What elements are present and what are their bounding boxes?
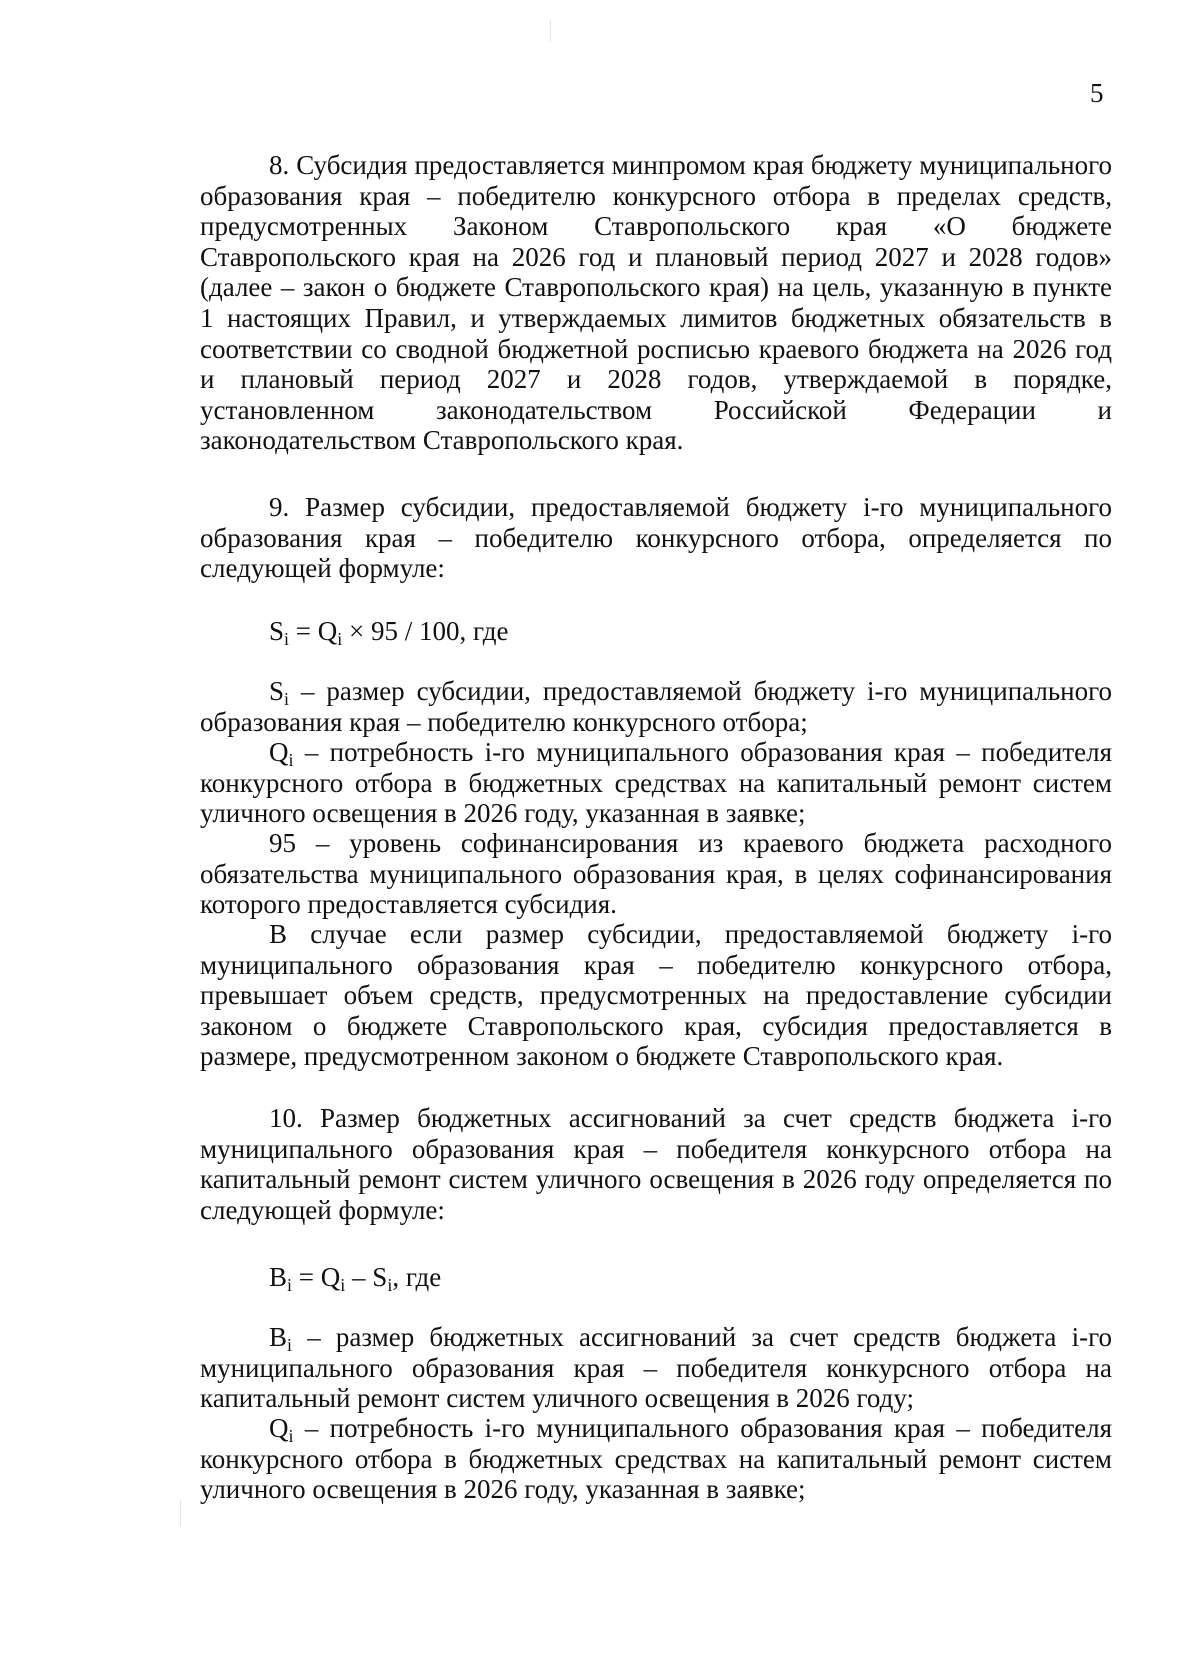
formula-subsidy: $S_i = Q_i \times 95 / 100$, где — [269, 616, 509, 649]
paragraph-10-intro: 10. Размер бюджетных ассигнований за счет средств бюджета i-го муниципального образования края – победителя конкурсного отбора на капитальный ремонт систем уличного освещения в 2026 году определяется по следующей формуле: — [200, 1103, 1112, 1225]
definition-bi: $B_i$ – размер бюджетных ассигнований за счет средств бюджета i-го муниципального образования края – победителя конкурсного отбора на капитальный ремонт систем уличного освещения в 2026 году; — [200, 1322, 1112, 1414]
definition-qi-2: $Q_i$ – потребность i-го муниципального образования края – победителя конкурсного отбора в бюджетных средствах на капитальный ремонт систем уличного освещения в 2026 году, указанная в заявке; — [200, 1413, 1112, 1505]
paragraph-9-case: В случае если размер субсидии, предоставляемой бюджету i-го муниципального образования края – победителю конкурсного отбора, превышает объем средств, предусмотренных на предоставление субсидии законом о бюджете Ставропольского края, субсидия предоставляется в размере, предусмотренном законом о бюджете Ставропольского края. — [200, 919, 1112, 1072]
formula-appropriations: $B_i = Q_i - S_i$, где — [269, 1262, 442, 1295]
definition-si: $S_i$ – размер субсидии, предоставляемой бюджету i-го муниципального образования края – победителю конкурсного отбора; — [200, 676, 1112, 737]
paragraph-8: 8. Субсидия предоставляется минпромом края бюджету муниципального образования края – победителю конкурсного отбора в пределах средств, предусмотренных Законом Ставропольского края «О бюджете Ставропольского края на 2026 год и плановый период 2027 и 2028 годов» (далее – закон о бюджете Ставропольского края) на цель, указанную в пункте 1 настоящих Правил, и утверждаемых лимитов бюджетных обязательств в соответствии со сводной бюджетной росписью краевого бюджета на 2026 год и плановый период 2027 и 2028 годов, утверждаемой в порядке, установленном законодательством Российской Федерации и законодательством Ставропольского края. — [200, 150, 1112, 456]
definition-qi: $Q_i$ – потребность i-го муниципального образования края – победителя конкурсного отбора в бюджетных средствах на капитальный ремонт систем уличного освещения в 2026 году, указанная в заявке; — [200, 737, 1112, 829]
definition-95: 95 – уровень софинансирования из краевого бюджета расходного обязательства муниципального образования края, в целях софинансирования которого предоставляется субсидия. — [200, 828, 1112, 920]
page-number: 5 — [1090, 78, 1104, 108]
paragraph-9-intro: 9. Размер субсидии, предоставляемой бюджету i-го муниципального образования края – победителю конкурсного отбора, определяется по следующей формуле: — [200, 492, 1112, 584]
scan-mark-top — [550, 20, 551, 42]
scan-mark-left — [180, 1500, 181, 1526]
